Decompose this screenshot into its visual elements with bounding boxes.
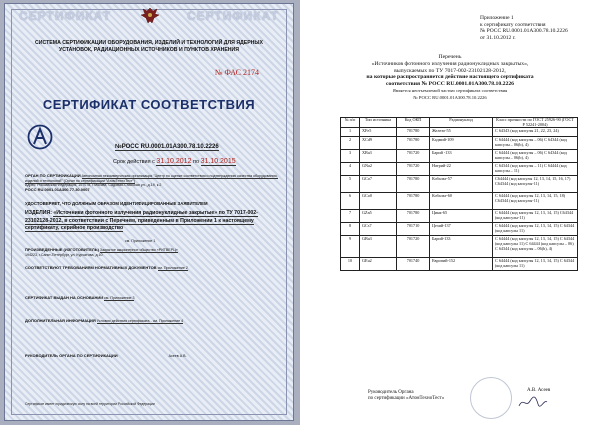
appendix-line-4: от 31.10.2012 г. xyxy=(480,34,516,41)
appendix-note: см. Приложение 1 xyxy=(125,239,156,243)
legal-note: Сертификат имеет юридическую силу на всей территории Российской Федерации xyxy=(25,402,155,406)
validity-prefix: Срок действия с xyxy=(113,159,155,165)
cell-okp: 701720 xyxy=(397,163,430,176)
cell-type: XBa3 xyxy=(360,150,397,163)
conforms-text: см. Приложение 2 xyxy=(157,266,188,270)
appendix-page xyxy=(300,0,600,425)
series-value: ФАС 2174 xyxy=(224,68,259,77)
col-number: № п/п xyxy=(341,118,360,128)
org-label: ОРГАН ПО СЕРТИФИКАЦИИ xyxy=(25,173,81,178)
validity-mid: по xyxy=(193,159,200,165)
cell-okp: 701780 xyxy=(397,176,430,193)
appendix-line-3: № РОСС RU.0001.01А300.78.10.2226 xyxy=(480,28,568,34)
cell-type: GCo0 xyxy=(360,193,397,210)
footer-line-2: по сертификации «АтомТехноТест» xyxy=(368,396,445,401)
cell-class: С 64444 (код капсулы – 06) С 64344 (код капсулы – 06(b), 4) xyxy=(493,150,578,163)
cell-class: С 64444 (код капсулы 12, 13, 14, 15, 18) С64344 (код капсулы-11) xyxy=(493,193,578,210)
double-headed-eagle-emblem-icon xyxy=(139,6,161,26)
cell-nuclide: Барий-133 xyxy=(430,236,493,258)
list-title: Перечень xyxy=(438,54,462,60)
list-heading xyxy=(300,54,600,102)
table-row xyxy=(341,193,578,210)
col-class: Класс прочности по ГОСТ 25926-90 (ГОСТ Р 52241-2004) xyxy=(493,118,578,128)
cell-nuclide: Кобальт-60 xyxy=(430,193,493,210)
cell-number: 4 xyxy=(341,163,360,176)
table-row xyxy=(341,163,578,176)
certification-body-section xyxy=(25,174,279,192)
cell-nuclide: Железо-55 xyxy=(430,128,493,137)
table-row xyxy=(341,236,578,258)
form-series-number xyxy=(213,68,259,77)
head-label: РУКОВОДИТЕЛЬ ОРГАНА ПО СЕРТИФИКАЦИИ xyxy=(25,353,118,358)
list-line-6: № РОСС RU.0001.01А300.78.10.2226 xyxy=(413,94,487,100)
org-text: Автономная некоммерческая организация "Центр по оценке соответствия и подтверждению качества оборудования, изделий и технологий" (Орган по сертификации "АтомТехноТест") xyxy=(25,174,278,183)
appendix-line-1: Приложение 1 xyxy=(480,15,514,21)
cell-type: GBa3 xyxy=(360,236,397,258)
handwritten-signature xyxy=(518,395,548,409)
cell-number: 1 xyxy=(341,128,360,137)
list-line-4: соответствия № РОСС RU.0001.01А300.78.10.2226 xyxy=(385,81,515,88)
col-nuclide: Радионуклид xyxy=(430,118,493,128)
cell-number: 2 xyxy=(341,137,360,150)
col-okp: Код ОКП xyxy=(397,118,430,128)
table-row xyxy=(341,258,578,271)
list-line-2: выпускаемых по ТУ 7017-002-23102128-2012, xyxy=(394,67,506,74)
product-label: ИЗДЕЛИЯ: xyxy=(25,210,52,216)
table-row xyxy=(341,150,578,163)
cell-type: GZn5 xyxy=(360,210,397,223)
cell-class: С 64444 (код капсулы – 06) С 64344 (код капсулы – 06(b), 4) xyxy=(493,137,578,150)
cell-type: GCo7 xyxy=(360,176,397,193)
cell-type: GEu2 xyxy=(360,258,397,271)
org-registration: РОСС RU.0001.01А300.77.30.0007 xyxy=(25,186,90,192)
cell-type: GCs7 xyxy=(360,223,397,236)
issued-text: см. Приложение 3 xyxy=(104,296,135,300)
cell-nuclide: Барий -133 xyxy=(430,150,493,163)
maker-address: 194223, г.Санкт-Петербург, ул. Курчатова, д.10 xyxy=(25,252,103,257)
valid-to-date: 31.10.2015 xyxy=(200,158,236,165)
list-line-3: на которые распространяется действие настоящего сертификата xyxy=(366,74,534,81)
cell-number: 6 xyxy=(341,193,360,210)
sources-table xyxy=(340,117,578,271)
cell-type: XCd9 xyxy=(360,137,397,150)
cell-number: 3 xyxy=(341,150,360,163)
cell-nuclide: Кобальт-57 xyxy=(430,176,493,193)
appendix-footer xyxy=(368,390,444,402)
appendix-line-2: к сертификату соответствия xyxy=(480,21,546,28)
conforms-label: СООТВЕТСТВУЮТ ТРЕБОВАНИЯМ НОРМАТИВНЫХ ДОКУМЕНТОВ xyxy=(25,265,157,270)
cell-class: С 64344 (код капсулы – 11) С 64444 (код капсулы – 11) xyxy=(493,163,578,176)
conformity-section xyxy=(25,266,279,271)
cell-okp: 701740 xyxy=(397,258,430,271)
cell-type: XFe5 xyxy=(360,128,397,137)
valid-from-date: 31.10.2012 xyxy=(156,158,192,165)
table-row xyxy=(341,176,578,193)
cell-nuclide: Натрий-22 xyxy=(430,163,493,176)
certification-system-name: СИСТЕМА СЕРТИФИКАЦИИ ОБОРУДОВАНИЯ, ИЗДЕЛИЙ И ТЕХНОЛОГИЙ ДЛЯ ЯДЕРНЫХ УСТАНОВОК, РАДИАЦИОННЫХ ИСТОЧНИКОВ И ПУНКТОВ ХРАНЕНИЯ xyxy=(35,40,263,53)
cell-number: 7 xyxy=(341,210,360,223)
certificate-form xyxy=(4,3,294,421)
cell-nuclide: Европий-152 xyxy=(430,258,493,271)
footer-line-1: Руководитель Органа xyxy=(368,390,414,395)
official-stamp xyxy=(470,377,512,419)
cell-number: 10 xyxy=(341,258,360,271)
table-header-row xyxy=(341,118,578,128)
cell-nuclide: Цинк-65 xyxy=(430,210,493,223)
additional-info-section xyxy=(25,319,279,324)
col-type: Тип источника xyxy=(360,118,397,128)
cell-nuclide: Кадмий-109 xyxy=(430,137,493,150)
registration-number: №РОСС RU.0001.01А300.78.10.2226 xyxy=(115,144,219,150)
table-row xyxy=(341,128,578,137)
extra-label: ДОПОЛНИТЕЛЬНАЯ ИНФОРМАЦИЯ xyxy=(25,318,96,323)
cell-okp: 701780 xyxy=(397,137,430,150)
watermark-right: СЕРТИФИКАТ xyxy=(186,9,279,23)
product-section xyxy=(25,210,279,233)
org-address: Адрес: Российская Федерация, 107078, г.Москва, Садовая-Спасская ул., д.19, к.2 xyxy=(25,183,162,188)
cell-nuclide: Цезий-137 xyxy=(430,223,493,236)
head-name: Асеев А.В. xyxy=(168,354,187,358)
manufacturer-section xyxy=(25,248,279,257)
signer-name: А.В. Асеев xyxy=(527,388,551,393)
maker-label: ПРОИЗВЕДЕННЫЕ (ИЗГОТОВИТЕЛЬ) xyxy=(25,247,99,252)
maker-text: Закрытое акционерное общество «РИТВЕРЦ» xyxy=(99,248,178,252)
certificate-title: СЕРТИФИКАТ СООТВЕТСТВИЯ xyxy=(42,97,256,112)
certification-system-logo-icon xyxy=(27,124,53,150)
table-row xyxy=(341,137,578,150)
cell-okp: 701720 xyxy=(397,236,430,258)
cell-okp: 701710 xyxy=(397,223,430,236)
certifies-statement: УДОСТОВЕРЯЕТ, ЧТО ДОЛЖНЫМ ОБРАЗОМ ИДЕНТИФИЦИРОВАННЫЕ ЗАЯВИТЕЛЕМ xyxy=(25,201,208,206)
issued-label: СЕРТИФИКАТ ВЫДАН НА ОСНОВАНИИ xyxy=(25,295,104,300)
cell-class: С 64444 (код капсулы 12, 13, 14, 15) С 64344 (код капсулы 11) С 64444 (код капсулы – 06) С 64344 (код капсулы – 06(b), 4) xyxy=(493,236,578,258)
list-line-1: «Источников фотонного излучения радионуклидных закрытых», xyxy=(371,60,529,67)
table-row xyxy=(341,223,578,236)
cell-class: С 64343 (код капсулы 21, 22, 23, 24) xyxy=(493,128,578,137)
cell-class: С 64444 (код капсулы 12, 13, 14, 15) С 64344 (код капсулы 11) xyxy=(493,223,578,236)
cell-okp: 701780 xyxy=(397,128,430,137)
appendix-header xyxy=(480,15,568,41)
cell-class: С 64444 (код капсулы 12, 13, 14, 15) С 64344 (код капсулы 11) xyxy=(493,258,578,271)
cell-number: 9 xyxy=(341,236,360,258)
cell-type: GNa2 xyxy=(360,163,397,176)
cell-number: 8 xyxy=(341,223,360,236)
cell-class: С64444 (код капсулы 12, 13, 14, 15, 16, 17) С64344 (код капсулы-11) xyxy=(493,176,578,193)
cell-okp: 701780 xyxy=(397,193,430,210)
head-signature-section xyxy=(25,354,279,359)
product-text: «Источники фотонного излучения радионуклидные закрытые» по ТУ 7017-002-23102128-2012, в соответствии с Перечнем, приведенным в Приложении 1 к настоящему сертификату, серийное производство xyxy=(25,210,258,232)
validity-period xyxy=(113,158,236,165)
watermark-left: СЕРТИФИКАТ xyxy=(19,9,112,23)
cell-number: 5 xyxy=(341,176,360,193)
series-label: № xyxy=(214,68,223,77)
table-row xyxy=(341,210,578,223)
extra-text: Условия действия сертификата - см. Приложение 4 xyxy=(96,319,184,323)
list-line-5: Является неотъемлемой частью сертификата соответствия xyxy=(392,87,508,93)
cell-okp: 701720 xyxy=(397,150,430,163)
cell-class: С 64444 (код капсулы 12, 13, 14, 15) С64344 (код капсулы-11) xyxy=(493,210,578,223)
cell-okp: 701780 xyxy=(397,210,430,223)
issued-basis-section xyxy=(25,296,279,301)
